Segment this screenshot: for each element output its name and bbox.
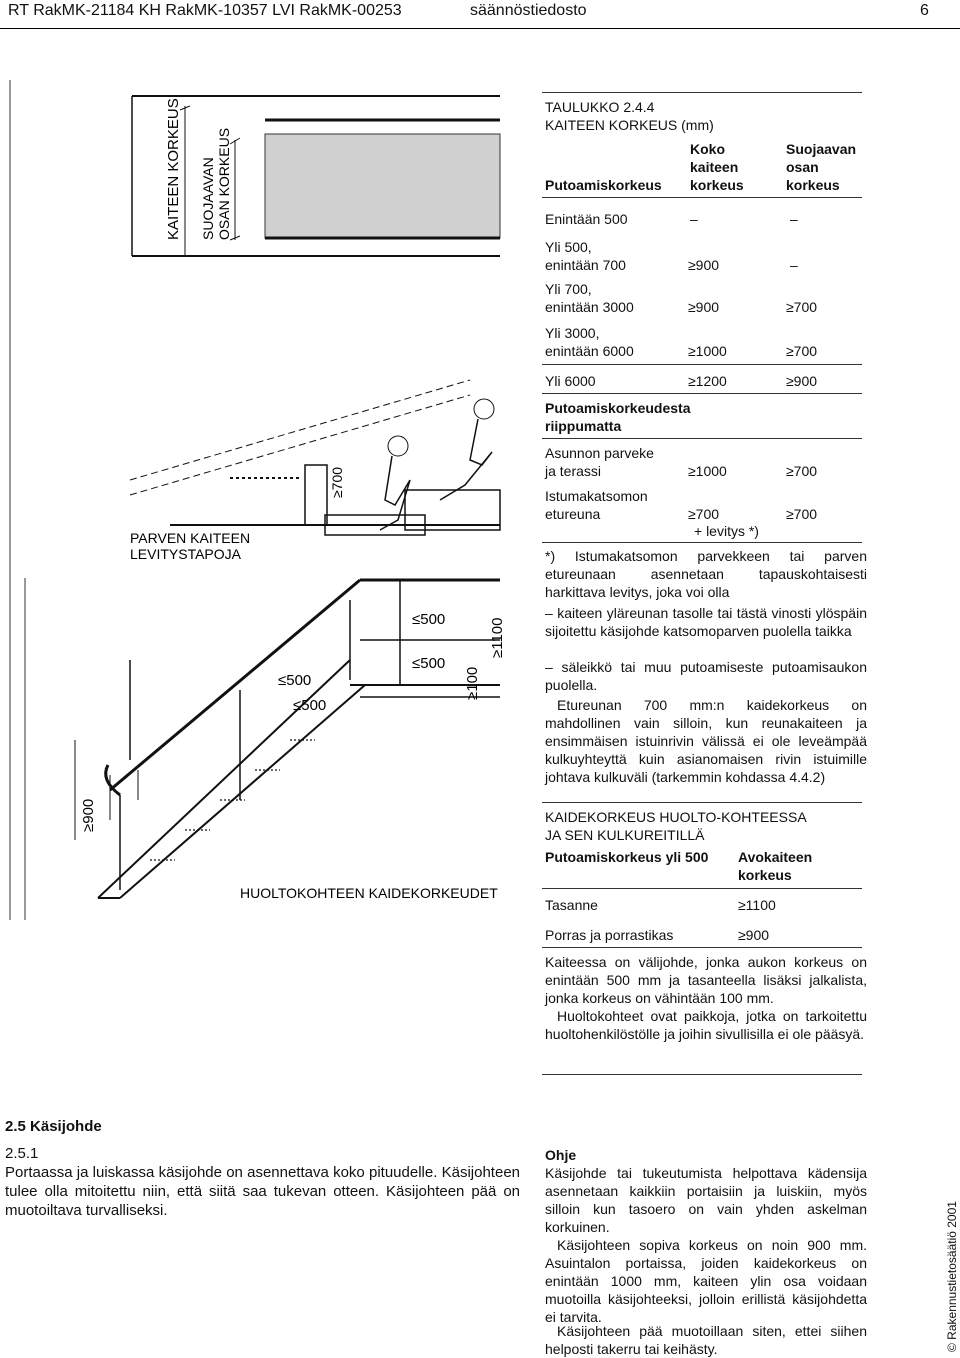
table1-row2-c: – xyxy=(790,257,798,273)
ohje-paragraph-3: Käsijohteen pää muotoillaan siten, ettei siihen helposti takerru tai keihästy. xyxy=(545,1323,867,1357)
table1-row5-c: ≥900 xyxy=(786,373,818,389)
dim-500-label-a: ≤500 xyxy=(412,611,446,628)
table1-group-heading-2: riippumatta xyxy=(545,418,622,434)
table1-col1-header: Putoamiskorkeus xyxy=(545,177,662,193)
table1-row1-b: – xyxy=(690,211,698,227)
dim-500-label-d: ≤500 xyxy=(293,697,327,714)
table2-row2-b: ≥900 xyxy=(738,927,770,943)
table1-row7-a1: Istumakatsomon xyxy=(545,488,648,504)
copyright-notice: © Rakennustietosäätiö 2001 xyxy=(945,1201,959,1352)
table1-row4-a1: Yli 3000, xyxy=(545,325,600,341)
parven-label-1: PARVEN KAITEEN xyxy=(130,530,251,546)
parven-label-2: LEVITYSTAPOJA xyxy=(130,546,241,562)
header-doc-type: säännöstiedosto xyxy=(470,2,587,19)
table1-paragraph: Etureunan 700 mm:n kaidekorkeus on mahdollinen vain silloin, kun reunakaiteen ja ensimmäisen istuinrivin välissä ei ole leveämpää kulkuyhteyttä kuin asianomaisen rivin istuimille johtava kulkuväli (tarkemmin kohdassa 4.4.2) xyxy=(545,697,867,785)
table1-row1-c: – xyxy=(790,211,798,227)
table2-end-rule xyxy=(542,1074,862,1075)
table1-col2-header-2: kaiteen xyxy=(690,159,739,175)
table1-row3-c: ≥700 xyxy=(786,299,818,315)
table1-col3-header-2: osan xyxy=(786,159,819,175)
table1-top-rule xyxy=(542,92,862,93)
table1-row6-a2: ja terassi xyxy=(545,463,602,479)
table2-row1-a: Tasanne xyxy=(545,897,598,913)
table1-row6-c: ≥700 xyxy=(786,463,818,479)
table1-row7-a2: etureuna xyxy=(545,506,601,522)
dim-500-label-b: ≤500 xyxy=(412,655,446,672)
table2-row2-a: Porras ja porrastikas xyxy=(545,927,674,943)
section-text: Portaassa ja luiskassa käsijohde on asennettava koko pituudelle. Käsijohteen tulee olla mitoitettu niin, että siitä saa tukevan otteen. Käsijohteen pää on muotoiltava turvalliseksi. xyxy=(5,1164,520,1219)
table2-title-1: KAIDEKORKEUS HUOLTO-KOHTEESSA xyxy=(545,809,807,825)
table2-paragraph-2: Huoltokohteet ovat paikkoja, jotka on tarkoitettu huoltohenkilöstölle ja joihin sivullisilla ei ole pääsyä. xyxy=(545,1008,867,1042)
table1-row1-a: Enintään 500 xyxy=(545,211,628,227)
table1-subtitle: KAITEEN KORKEUS (mm) xyxy=(545,117,714,133)
table1-row7-c: ≥700 xyxy=(786,506,818,522)
figure-area xyxy=(0,60,520,930)
ohje-heading: Ohje xyxy=(545,1147,577,1163)
table1-title: TAULUKKO 2.4.4 xyxy=(545,99,655,115)
table1-group-heading-1: Putoamiskorkeudesta xyxy=(545,400,691,416)
dim-900-label: ≥900 xyxy=(80,798,97,832)
suojaavan-label-1: SUOJAAVAN xyxy=(200,157,216,240)
table1-row4-a2: enintään 6000 xyxy=(545,343,634,359)
table1-row2-b: ≥900 xyxy=(688,257,720,273)
dim-1100-label: ≥1100 xyxy=(489,617,506,658)
table1-col3-header-3: korkeus xyxy=(786,177,840,193)
table1-row4-c: ≥700 xyxy=(786,343,818,359)
table2-top-rule xyxy=(542,802,862,803)
section-heading: 2.5 Käsijohde xyxy=(5,1118,102,1135)
table1-row3-b: ≥900 xyxy=(688,299,720,315)
table1-row4-b: ≥1000 xyxy=(688,343,727,359)
table1-rule-3 xyxy=(542,393,862,394)
suojaavan-label-2: OSAN KORKEUS xyxy=(216,127,232,240)
table2-col2-header-1: Avokaiteen xyxy=(738,849,813,865)
table2-col1-header: Putoamiskorkeus yli 500 xyxy=(545,849,709,865)
table1-col2-header-1: Koko xyxy=(690,141,725,157)
table1-rule-4 xyxy=(542,438,862,439)
table1-row6-b: ≥1000 xyxy=(688,463,727,479)
table2-bottom-rule xyxy=(542,947,862,948)
table1-header-rule xyxy=(542,197,862,198)
table1-row3-a2: enintään 3000 xyxy=(545,299,634,315)
railing-figure xyxy=(0,60,520,930)
kaiteen-korkeus-label: KAITEEN KORKEUS xyxy=(165,98,182,240)
table1-row6-a1: Asunnon parveke xyxy=(545,445,654,461)
table1-mid-rule xyxy=(542,364,862,365)
table2-header-rule xyxy=(542,888,862,889)
table1-row7-b: ≥700 xyxy=(688,506,720,522)
dim-100-label: ≥100 xyxy=(464,666,481,700)
table1-bottom-rule xyxy=(542,542,862,543)
section-number: 2.5.1 xyxy=(5,1145,39,1162)
table1-row5-a: Yli 6000 xyxy=(545,373,596,389)
table2-title-2: JA SEN KULKUREITILLÄ xyxy=(545,827,705,843)
table2-col2-header-2: korkeus xyxy=(738,867,792,883)
dim-500-label-c: ≤500 xyxy=(278,672,312,689)
ohje-paragraph-2: Käsijohteen sopiva korkeus on noin 900 mm. Asuintalon portaissa, joiden kaidekorkeus on enintään 1000 mm, kaiteen ylin osa voidaan muotoilla käsijohteeksi, jolloin erillistä käsijohdetta ei tarvita. xyxy=(545,1237,867,1325)
table2-paragraph-1: Kaiteessa on välijohde, jonka aukon korkeus on enintään 500 mm ja tasanteella lisäksi jalkalista, jonka korkeus on vähintään 100 mm. xyxy=(545,954,867,1006)
table1-row2-a2: enintään 700 xyxy=(545,257,626,273)
table1-footnote: *) Istumakatsomon parvekkeen tai parven etureunaan asennetaan tapauskohtaisesti harkittava levitys, joka voi olla xyxy=(545,548,867,600)
table2-row1-b: ≥1100 xyxy=(738,897,776,913)
table1-col3-header-1: Suojaavan xyxy=(786,141,857,157)
page-number: 6 xyxy=(920,2,929,19)
table1-dash-item-2: – säleikkö tai muu putoamiseste putoamisaukon puolella. xyxy=(545,659,867,693)
header-code: RT RakMK-21184 KH RakMK-10357 LVI RakMK-00253 xyxy=(8,2,402,19)
huolto-label: HUOLTOKOHTEEN KAIDEKORKEUDET xyxy=(240,885,498,901)
table1-row2-a1: Yli 500, xyxy=(545,239,592,255)
header-rule xyxy=(0,28,960,29)
dim-700-label: ≥700 xyxy=(329,466,345,498)
table1-row3-a1: Yli 700, xyxy=(545,281,592,297)
table1-levitys: + levitys *) xyxy=(694,523,759,539)
ohje-paragraph-1: Käsijohde tai tukeutumista helpottava kädensija asennetaan kaikkiin portaisiin ja luiskiin, myös silloin kun tasoero on vain yhden askelman korkuinen. xyxy=(545,1165,867,1235)
table1-dash-item-1: – kaiteen yläreunan tasolle tai tästä vinosti ylöspäin sijoitettu käsijohde katsomoparven puolella taikka xyxy=(545,605,867,639)
table1-col2-header-3: korkeus xyxy=(690,177,744,193)
table1-row5-b: ≥1200 xyxy=(688,373,727,389)
